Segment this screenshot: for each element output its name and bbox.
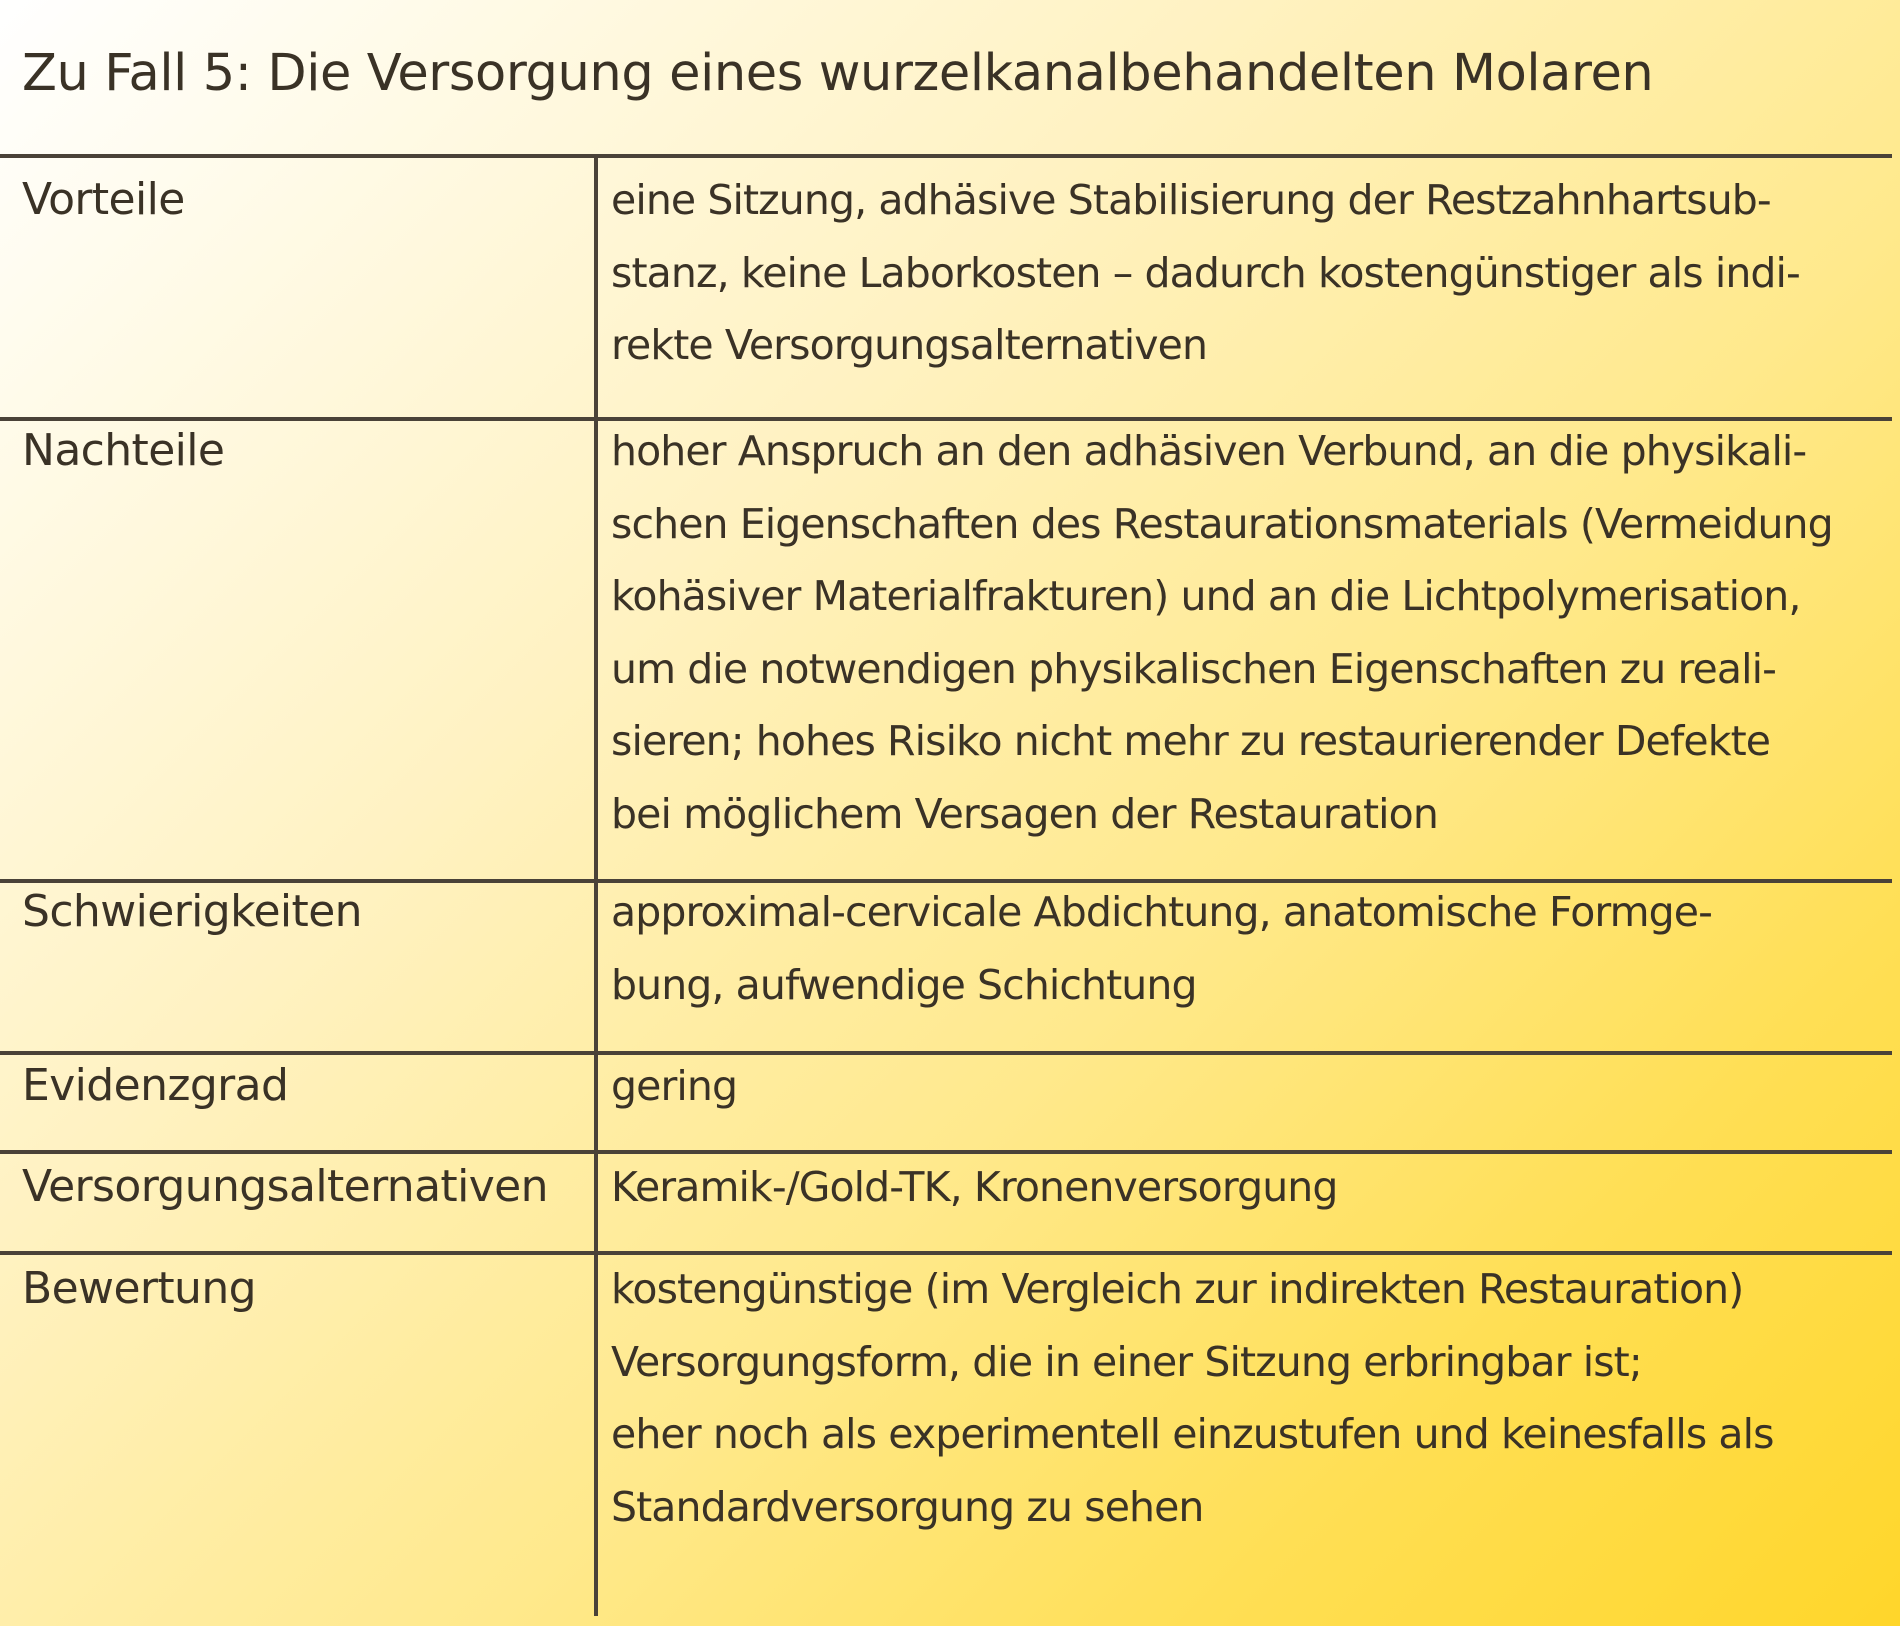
table-row-bewertung xyxy=(0,1255,1892,1615)
text-line: Standardversorgung zu sehen xyxy=(611,1482,1204,1531)
text-line: bei möglichem Versagen der Restauration xyxy=(611,789,1438,838)
text-line: bung, aufwendige Schichtung xyxy=(611,960,1197,1009)
row-label: Nachteile xyxy=(22,425,225,476)
table-row-nachteile xyxy=(0,421,1892,880)
row-label: Schwierigkeiten xyxy=(22,886,362,937)
table-row-vorteile xyxy=(0,158,1892,402)
text-line: hoher Anspruch an den adhäsiven Verbund, an die physikali- xyxy=(611,427,1807,475)
text-line: kohäsiver Materialfrakturen) und an die Lichtpolymerisation, xyxy=(611,572,1801,620)
row-text xyxy=(611,164,1873,382)
text-line: kostengünstige (im Vergleich zur indirekten Restauration) xyxy=(611,1265,1744,1313)
row-text xyxy=(611,415,1873,850)
text-line: stanz, keine Laborkosten – dadurch kostengünstiger als indi- xyxy=(611,248,1800,297)
row-text xyxy=(611,1151,1873,1224)
table-title: Zu Fall 5: Die Versorgung eines wurzelkanalbehandelten Molaren xyxy=(22,44,1654,103)
comparison-table xyxy=(0,158,1892,1626)
row-label: Vorteile xyxy=(22,174,185,225)
row-text xyxy=(611,876,1873,1021)
table-row-schwierigkeiten xyxy=(0,883,1892,1047)
table-row-evidenzgrad xyxy=(0,1055,1892,1151)
text-line: um die notwendigen physikalischen Eigenschaften zu reali- xyxy=(611,644,1776,693)
text-line: Versorgungsform, die in einer Sitzung erbringbar ist; xyxy=(611,1337,1642,1386)
text-line: gering xyxy=(611,1062,738,1110)
row-label: Evidenzgrad xyxy=(22,1060,289,1111)
text-line: sieren; hohes Risiko nicht mehr zu restaurierender Defekte xyxy=(611,717,1771,765)
text-line: Keramik-/Gold-TK, Kronenversorgung xyxy=(611,1163,1338,1211)
text-line: eine Sitzung, adhäsive Stabilisierung der Restzahnhartsub- xyxy=(611,176,1771,224)
text-line: schen Eigenschaften des Restaurationsmaterials (Vermeidung xyxy=(611,499,1833,548)
row-text xyxy=(611,1050,1873,1123)
text-line: approximal-cervicale Abdichtung, anatomische Formge- xyxy=(611,888,1713,936)
row-label: Bewertung xyxy=(22,1263,256,1314)
text-line: eher noch als experimentell einzustufen und keinesfalls als xyxy=(611,1410,1774,1458)
row-text xyxy=(611,1253,1873,1543)
row-label: Versorgungsalternativen xyxy=(22,1161,548,1212)
table-row-versorgungsalternativen xyxy=(0,1154,1892,1250)
text-line: rekte Versorgungsalternativen xyxy=(611,321,1208,369)
